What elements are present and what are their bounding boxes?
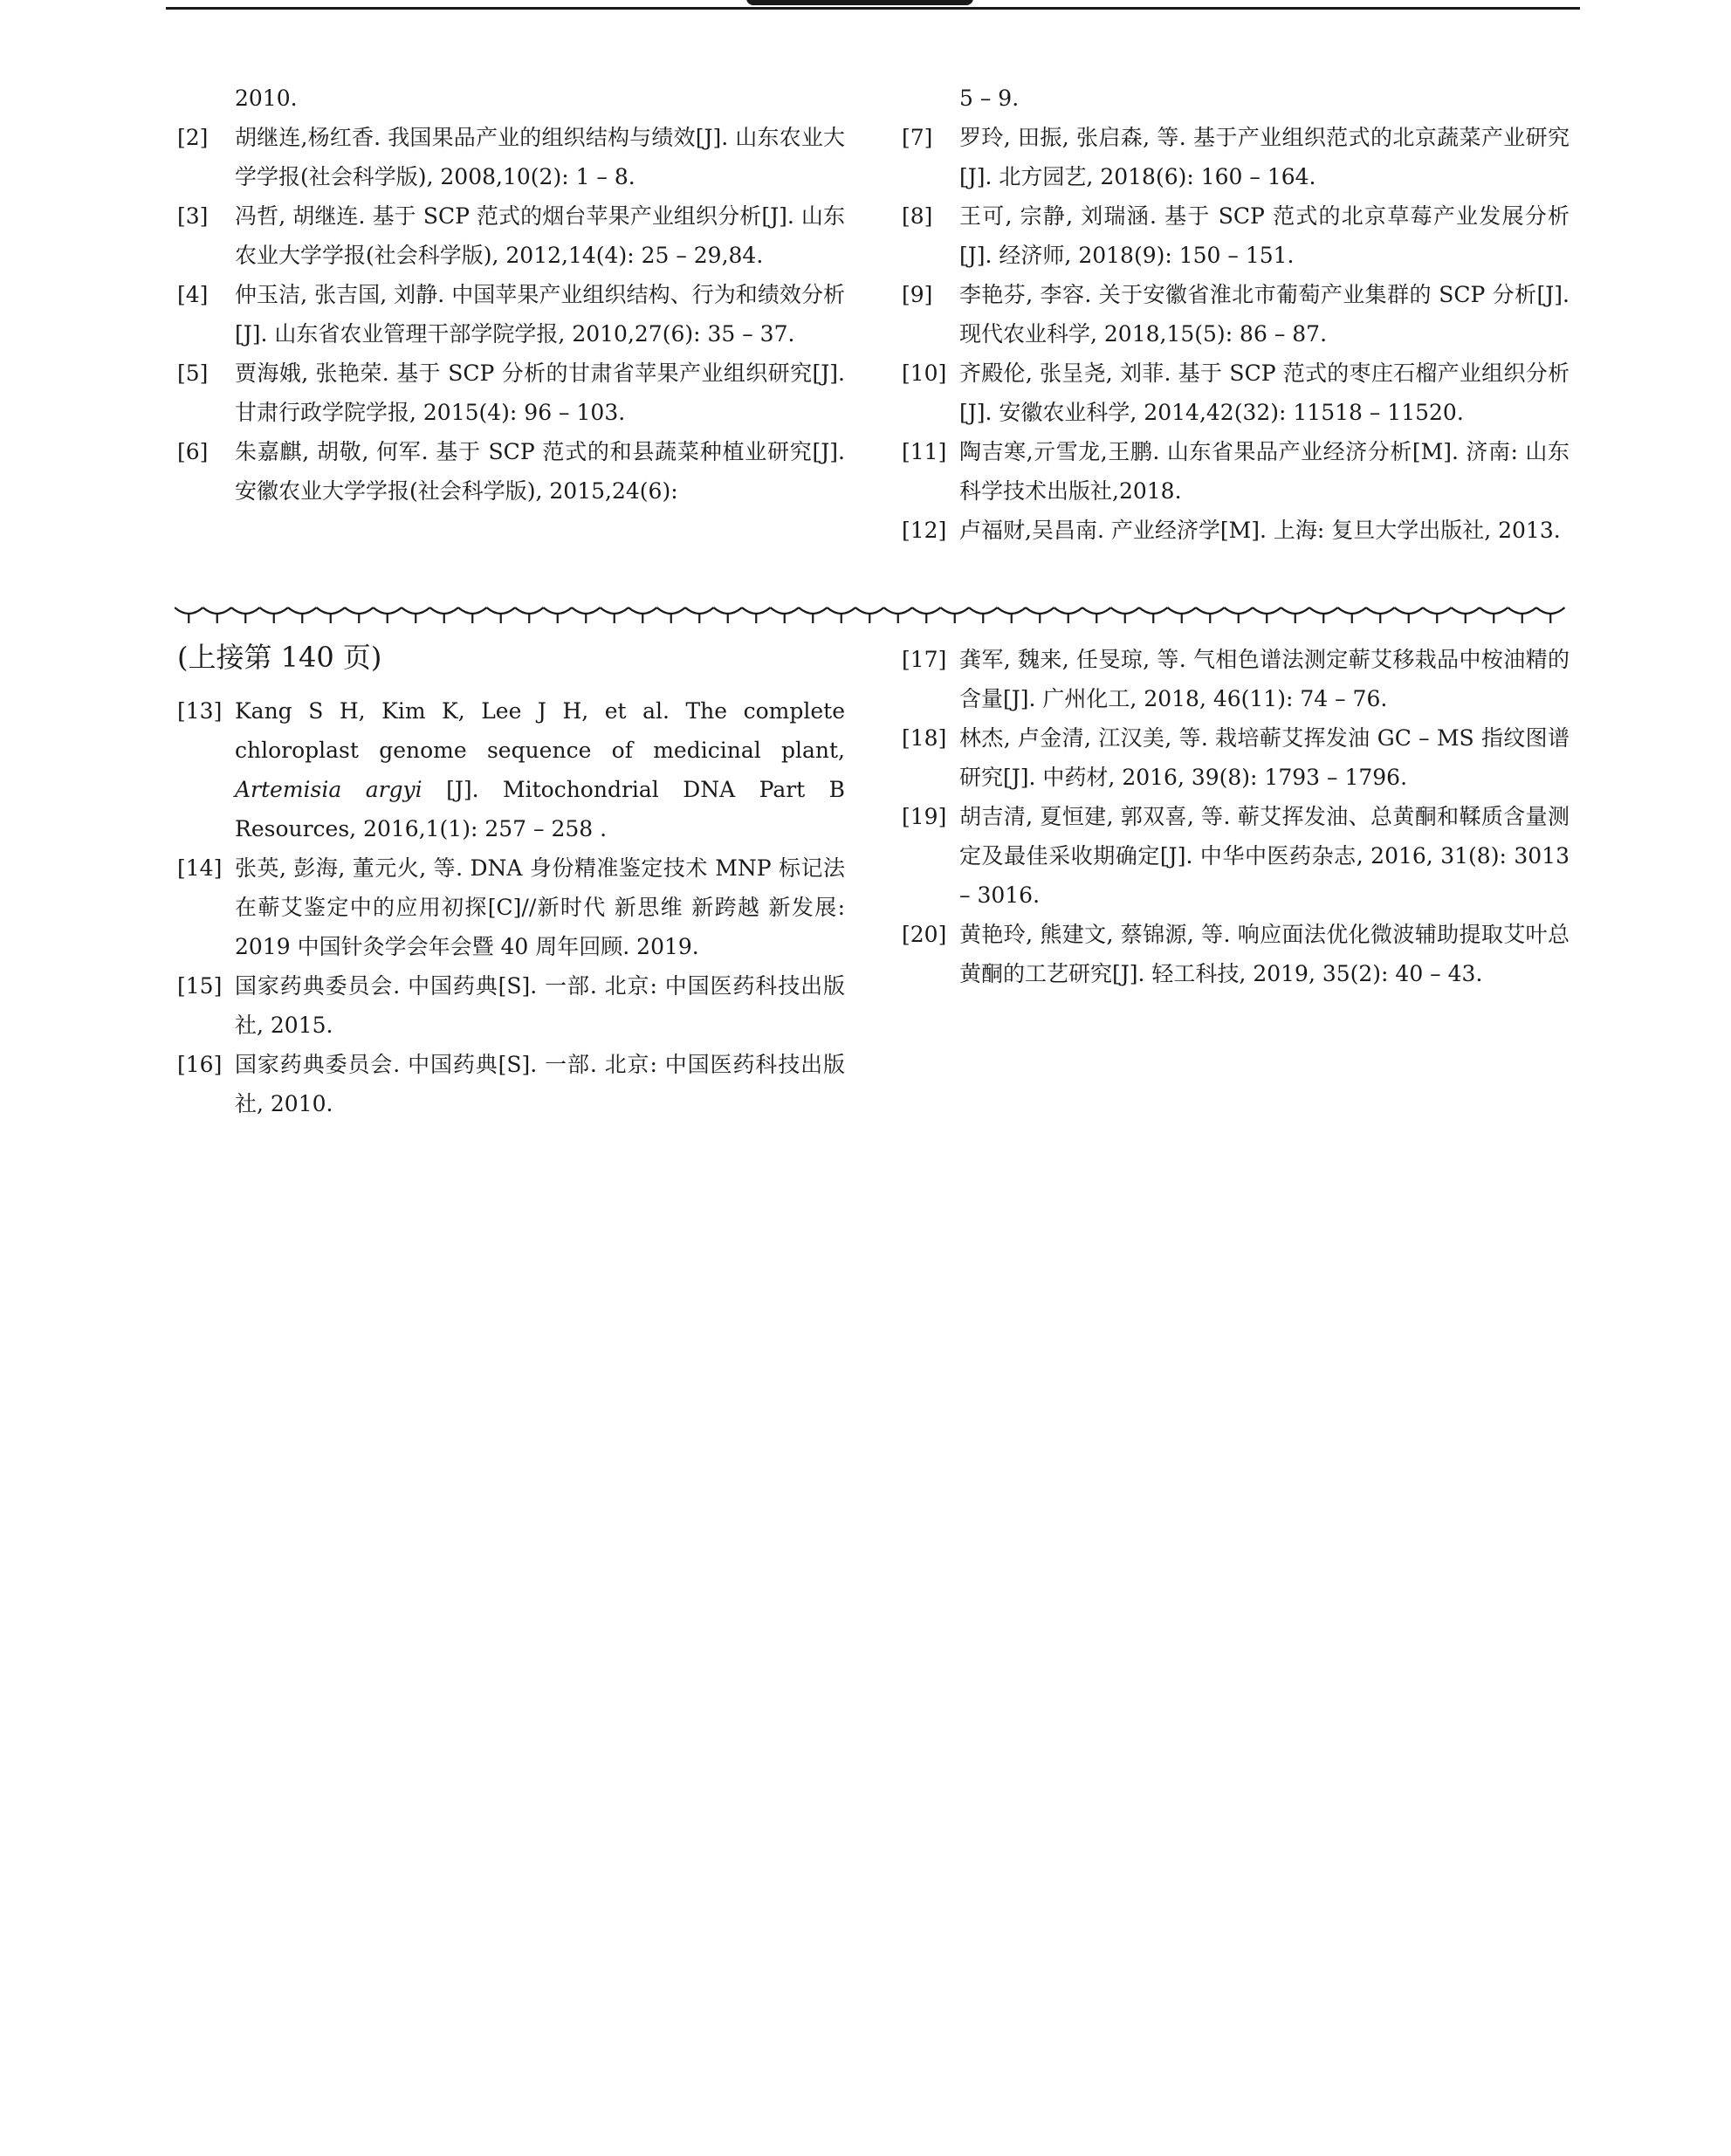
reference-continuation: 5 – 9. <box>959 86 1020 111</box>
reference-7 <box>902 118 1570 196</box>
top-right-column <box>902 79 1570 550</box>
reference-8 <box>902 196 1570 275</box>
reference-text: 朱嘉麒, 胡敬, 何军. 基于 SCP 范式的和县蔬菜种植业研究[J]. 安徽农业大学学报(社会科学版), 2015,24(6): <box>235 439 845 504</box>
reference-15 <box>177 966 845 1045</box>
reference-text: 仲玉洁, 张吉国, 刘静. 中国苹果产业组织结构、行为和绩效分析[J]. 山东省农业管理干部学院学报, 2010,27(6): 35 – 37. <box>235 282 845 347</box>
reference-number: [4] <box>177 282 209 307</box>
reference-10 <box>902 354 1570 432</box>
reference-text: 胡继连,杨红香. 我国果品产业的组织结构与绩效[J]. 山东农业大学学报(社会科学版), 2008,10(2): 1 – 8. <box>235 125 845 189</box>
reference-text: 齐殿伦, 张呈尧, 刘菲. 基于 SCP 范式的枣庄石榴产业组织分析[J]. 安徽农业科学, 2014,42(32): 11518 – 11520. <box>959 360 1570 425</box>
reference-4 <box>177 275 845 354</box>
reference-number: [14] <box>177 855 223 881</box>
bottom-left-column <box>177 691 845 1123</box>
reference-5 <box>177 354 845 432</box>
reference-number: [13] <box>177 698 223 724</box>
divider-ornament <box>175 602 1567 628</box>
reference-text: 王可, 宗静, 刘瑞涵. 基于 SCP 范式的北京草莓产业发展分析[J]. 经济师, 2018(9): 150 – 151. <box>959 203 1570 268</box>
reference-17 <box>902 640 1570 718</box>
reference-14 <box>177 848 845 966</box>
reference-6 <box>177 432 845 511</box>
reference-text: Kang S H, Kim K, Lee J H, et al. The complete chloroplast genome sequence of medicinal plant, Artemisia argyi [J]. Mitochondrial DNA Part B Resources, 2016,1(1): 257 – 258 . <box>235 698 846 841</box>
reference-12 <box>902 511 1570 550</box>
reference-number: [8] <box>902 203 933 229</box>
reference-text: 陶吉寒,亓雪龙,王鹏. 山东省果品产业经济分析[M]. 济南: 山东科学技术出版社,2018. <box>959 439 1570 504</box>
top-left-column <box>177 79 845 511</box>
reference-text: 冯哲, 胡继连. 基于 SCP 范式的烟台苹果产业组织分析[J]. 山东农业大学学报(社会科学版), 2012,14(4): 25 – 29,84. <box>235 203 845 268</box>
reference-13 <box>177 691 845 848</box>
running-header-fragment <box>746 0 973 5</box>
reference-number: [20] <box>902 922 947 947</box>
reference-continuation: 2010. <box>235 86 298 111</box>
species-name: Artemisia argyi <box>235 777 422 802</box>
reference-2 <box>177 118 845 196</box>
divider-scallops <box>175 608 1565 614</box>
reference-number: [2] <box>177 125 209 150</box>
reference-9 <box>902 275 1570 354</box>
reference-text: 国家药典委员会. 中国药典[S]. 一部. 北京: 中国医药科技出版社, 2015. <box>235 973 845 1038</box>
reference-text: 张英, 彭海, 董元火, 等. DNA 身份精准鉴定技术 MNP 标记法在蕲艾鉴定中的应用初探[C]//新时代 新思维 新跨越 新发展: 2019 中国针灸学会年会暨 40 周年回顾. 2019. <box>235 855 845 959</box>
decorative-divider <box>175 602 1567 628</box>
header-rule <box>166 7 1580 10</box>
reference-text: 黄艳玲, 熊建文, 蔡锦源, 等. 响应面法优化微波辅助提取艾叶总黄酮的工艺研究[J]. 轻工科技, 2019, 35(2): 40 – 43. <box>959 922 1570 986</box>
reference-16 <box>177 1045 845 1123</box>
reference-number: [19] <box>902 804 947 829</box>
reference-number: [11] <box>902 439 947 464</box>
reference-number: [17] <box>902 647 947 672</box>
reference-text: 贾海娥, 张艳荣. 基于 SCP 分析的甘肃省苹果产业组织研究[J]. 甘肃行政学院学报, 2015(4): 96 – 103. <box>235 360 845 425</box>
reference-number: [5] <box>177 360 209 386</box>
reference-text: 卢福财,吴昌南. 产业经济学[M]. 上海: 复旦大学出版社, 2013. <box>959 518 1561 543</box>
reference-text: 龚军, 魏来, 任旻琼, 等. 气相色谱法测定蕲艾移栽品中桉油精的含量[J]. 广州化工, 2018, 46(11): 74 – 76. <box>959 647 1570 711</box>
reference-number: [15] <box>177 973 223 999</box>
reference-18 <box>902 718 1570 797</box>
reference-11 <box>902 432 1570 511</box>
reference-text: 国家药典委员会. 中国药典[S]. 一部. 北京: 中国医药科技出版社, 2010. <box>235 1052 845 1116</box>
reference-number: [10] <box>902 360 947 386</box>
continuation-heading: (上接第 140 页) <box>177 641 382 674</box>
reference-text: 李艳芬, 李容. 关于安徽省淮北市葡萄产业集群的 SCP 分析[J]. 现代农业科学, 2018,15(5): 86 – 87. <box>959 282 1570 347</box>
reference-number: [7] <box>902 125 933 150</box>
reference-number: [6] <box>177 439 209 464</box>
reference-number: [12] <box>902 518 947 543</box>
reference-20 <box>902 915 1570 993</box>
reference-3 <box>177 196 845 275</box>
reference-text: 罗玲, 田振, 张启森, 等. 基于产业组织范式的北京蔬菜产业研究[J]. 北方园艺, 2018(6): 160 – 164. <box>959 125 1570 189</box>
reference-19 <box>902 797 1570 915</box>
reference-number: [3] <box>177 203 209 229</box>
reference-text: 林杰, 卢金清, 江汉美, 等. 栽培蕲艾挥发油 GC – MS 指纹图谱研究[J]. 中药材, 2016, 39(8): 1793 – 1796. <box>959 725 1570 790</box>
bottom-right-column <box>902 640 1570 993</box>
reference-text: 胡吉清, 夏恒建, 郭双喜, 等. 蕲艾挥发油、总黄酮和鞣质含量测定及最佳采收期确定[J]. 中华中医药杂志, 2016, 31(8): 3013 – 3016. <box>959 804 1570 908</box>
reference-number: [18] <box>902 725 947 751</box>
reference-number: [9] <box>902 282 933 307</box>
reference-number: [16] <box>177 1052 223 1077</box>
